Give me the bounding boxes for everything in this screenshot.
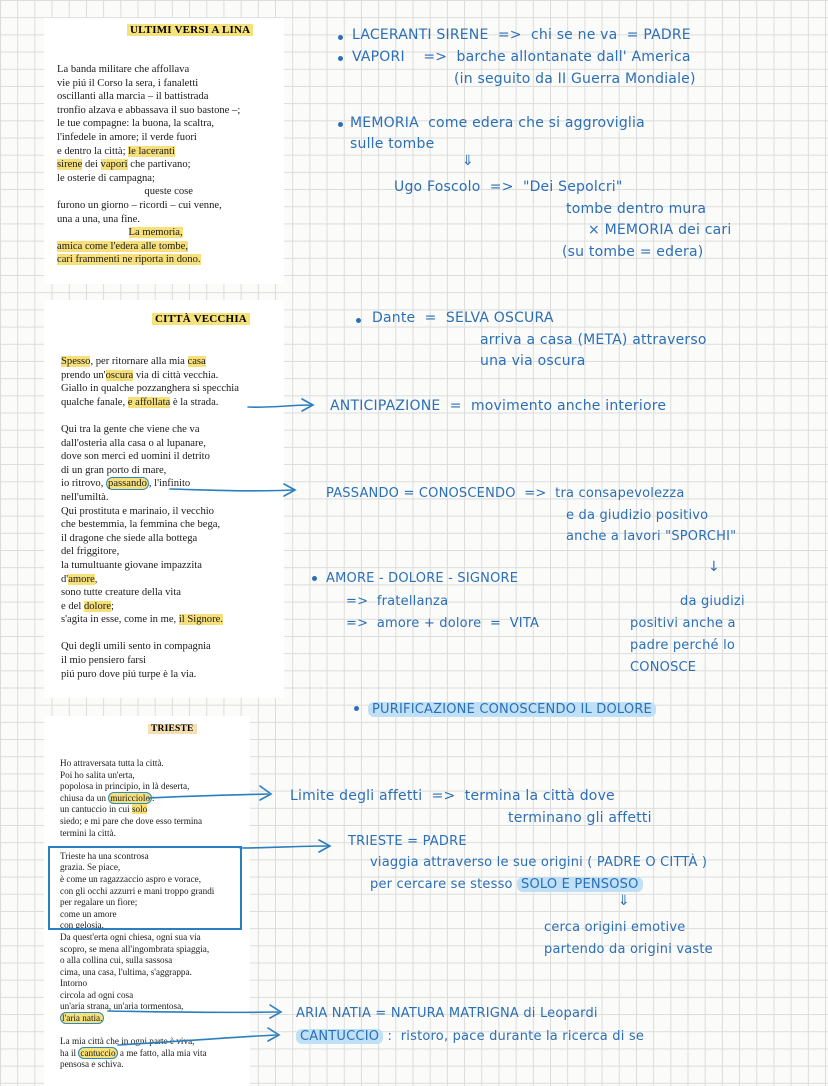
note-vapori: VAPORI => barche allontanate dall' America bbox=[352, 49, 691, 65]
note-origini-vaste: partendo da origini vaste bbox=[544, 942, 713, 957]
note-origini-emotive: cerca origini emotive bbox=[544, 920, 686, 935]
note-arrow-down-2: ↓ bbox=[708, 559, 720, 575]
highlight-frammenti: cari frammenti ne riporta in dono. bbox=[57, 254, 201, 266]
note-laceranti-sirene: LACERANTI SIRENE => chi se ne va = PADRE bbox=[352, 27, 691, 43]
poem-text-lina: La banda militare che affollava vie piú il Corso la sera, i fanaletti oscillanti alla marcia – il battistrada tronfio alzava e abbassava il suo bastone –; le tue compagne: la buona, la scaltra, l'infedele in amore; il verde fuori e dentro la città; le laceranti sirene dei vapori che partivano; le osterie di campagna; queste cose furono un giorno – ricordi – cui venne, una a una, una fine. La memoria, amica come l'edera alle tombe, cari frammenti ne riporta in dono. bbox=[57, 64, 241, 266]
note-cantuccio: CANTUCCIO : ristoro, pace durante la ricerca di se bbox=[296, 1027, 644, 1046]
highlight-amore: amore bbox=[68, 573, 95, 585]
note-giudizi: da giudizi bbox=[680, 594, 745, 609]
note-via-oscura: una via oscura bbox=[480, 353, 586, 369]
highlight-amica: amica come l'edera alle tombe, bbox=[57, 240, 189, 252]
arrow-anticipazione bbox=[248, 405, 312, 407]
note-trieste-padre: TRIESTE = PADRE bbox=[348, 834, 467, 849]
highlight-passando: passando bbox=[108, 478, 147, 490]
note-amore-dolore: AMORE - DOLORE - SIGNORE bbox=[326, 571, 519, 586]
arrow-muricciolo bbox=[148, 794, 268, 798]
note-fratellanza: => fratellanza bbox=[346, 594, 449, 609]
bullet-6 bbox=[354, 706, 359, 711]
poem-text-trieste: Ho attraversata tutta la città. Poi ho salita un'erta, popolosa in principio, in là deserta, chiusa da un muricciolo : un cantuccio in cui solo siedo; e mi pare che dove esso termina termini la città. Trieste ha una scontrosa grazia. Se piace, è come un ragazzaccio aspro e vorace, con gli occhi azzurri e mani troppo grandi per regalare un fiore; come un amore con gelosia. Da quest'erta ogni chiesa, ogni sua via scopro, se mena all'ingombrata spiaggia, o alla collina cui, sulla sassosa cima, una casa, l'ultima, s'aggrappa. Intorno circola ad ogni cosa un'aria strana, un'aria tormentosa, l'aria natia. La mia città che in ogni parte è viva, ha il cantuccio a me fatto, alla mia vita pensosa e schiva. bbox=[60, 758, 215, 1070]
note-arrow-down-3: ⇓ bbox=[618, 893, 630, 909]
highlight-muricciolo: muricciolo bbox=[110, 792, 151, 803]
bullet-4 bbox=[356, 318, 361, 323]
highlight-casa: casa bbox=[187, 356, 206, 367]
note-passando: PASSANDO = CONOSCENDO => tra consapevolezza bbox=[326, 486, 685, 501]
note-conosce: CONOSCE bbox=[630, 660, 697, 675]
note-dante: Dante = SELVA OSCURA bbox=[372, 310, 554, 326]
bullet-2 bbox=[338, 56, 343, 61]
poem-title-lina: ULTIMI VERSI A LINA bbox=[127, 24, 253, 36]
note-memoria-cari: × MEMORIA dei cari bbox=[588, 222, 732, 238]
bullet-1 bbox=[338, 35, 343, 40]
poem-title-trieste: TRIESTE bbox=[148, 724, 197, 734]
note-edera: (su tombe = edera) bbox=[562, 244, 704, 260]
arrow-stanza bbox=[240, 846, 328, 848]
highlight-affollata: e affollata bbox=[127, 396, 171, 408]
note-terminano: terminano gli affetti bbox=[508, 810, 652, 826]
highlight-signore: il Signore. bbox=[178, 614, 223, 626]
note-padre: padre perché lo bbox=[630, 638, 736, 653]
note-giudizio: e da giudizio positivo bbox=[566, 508, 709, 523]
highlight-dolore: dolore bbox=[83, 600, 112, 612]
arrow-muricciolo-head bbox=[260, 786, 271, 800]
highlight-vapori: vapori bbox=[100, 159, 128, 171]
bullet-5 bbox=[312, 576, 317, 581]
bullet-3 bbox=[338, 122, 343, 127]
note-sporchi: anche a lavori "SPORCHI" bbox=[566, 529, 737, 544]
note-se-stesso: per cercare se stesso SOLO E PENSOSO bbox=[370, 875, 643, 894]
note-guerra: (in seguito da II Guerra Mondiale) bbox=[454, 71, 696, 87]
highlight-memoria: La memoria, bbox=[128, 227, 183, 239]
highlight-aria-natia: l'aria natia. bbox=[62, 1013, 103, 1024]
highlight-oscura: oscura bbox=[105, 369, 134, 381]
poem-text-citta-vecchia: Spesso, per ritornare alla mia casa prendo un'oscura via di città vecchia. Giallo in qualche pozzanghera si specchia qualche fanale, e affollata è la strada. Qui tra la gente che viene che va dall'osteria alla casa o al lupanare, dove son merci ed uomini il detrito di un gran porto di mare, io ritrovo, passando , l'infinito nell'umiltà. Qui prostituta e marinaio, il vecchio che bestemmia, la femmina che bega, il dragone che siede alla bottega del friggitore, la tumultuante giovane impazzita d'amore, sono tutte creature della vita e del dolore; s'agita in esse, come in me, il Signore. Qui degli umili sento in compagnia il mio pensiero farsi piú puro dove piú turpe è la via. bbox=[61, 356, 239, 680]
note-aria-natia: ARIA NATIA = NATURA MATRIGNA di Leopardi bbox=[296, 1006, 598, 1021]
note-tombe: sulle tombe bbox=[350, 136, 435, 152]
highlight-cantuccio: cantuccio bbox=[80, 1047, 116, 1058]
note-anticipazione: ANTICIPAZIONE = movimento anche interiore bbox=[330, 398, 667, 414]
note-foscolo: Ugo Foscolo => "Dei Sepolcri" bbox=[394, 179, 623, 195]
note-purificazione: PURIFICAZIONE CONOSCENDO IL DOLORE bbox=[368, 700, 656, 719]
note-meta: arriva a casa (META) attraverso bbox=[480, 332, 707, 348]
poem-title-citta-vecchia: CITTÀ VECCHIA bbox=[152, 313, 250, 325]
note-vita: => amore + dolore = VITA bbox=[346, 616, 540, 631]
note-memoria: MEMORIA come edera che si aggroviglia bbox=[350, 115, 645, 131]
note-positivi: positivi anche a bbox=[630, 616, 736, 631]
arrow-aria-natia bbox=[108, 1011, 278, 1012]
note-tombe-mura: tombe dentro mura bbox=[566, 201, 707, 217]
note-limite-affetti: Limite degli affetti => termina la città dove bbox=[290, 788, 615, 804]
arrow-passando bbox=[170, 489, 293, 491]
highlight-spesso: Spesso bbox=[61, 356, 91, 367]
arrow-cantuccio bbox=[118, 1035, 276, 1045]
note-viaggia: viaggia attraverso le sue origini ( PADRE O CITTÀ ) bbox=[370, 855, 708, 870]
highlight-sirene: sirene bbox=[57, 159, 83, 171]
highlight-solo: solo bbox=[131, 804, 148, 815]
highlight-laceranti: le laceranti bbox=[128, 145, 175, 157]
note-arrow-down-1: ⇓ bbox=[462, 153, 474, 169]
